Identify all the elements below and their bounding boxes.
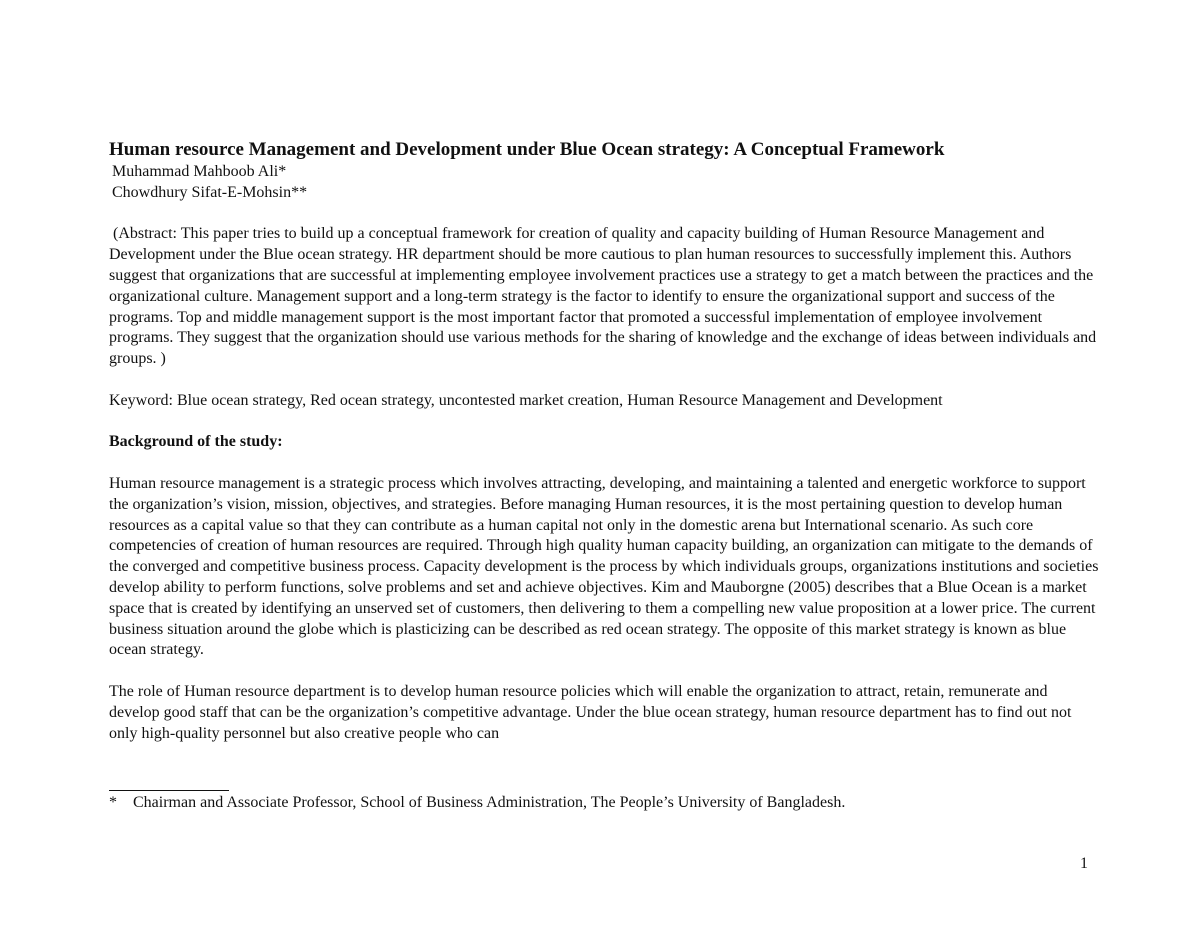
footnote-area: [109, 780, 1099, 813]
page-number: 1: [1080, 855, 1088, 872]
spacer: [109, 370, 1099, 391]
footnote-text: Chairman and Associate Professor, School of Business Administration, The People’s University of Bangladesh.: [133, 794, 846, 811]
paragraph-1: Human resource management is a strategic process which involves attracting, developing, and maintaining a talented and energetic workforce to support the organization’s vision, mission, objectives, and strategies. Before managing Human resources, it is the most pertaining question to develop human resources as a capital value so that they can contribute as a human capital not only in the domestic arena but International scenario. As such core competencies of creation of human resources are required. Through high quality human capacity building, an organization can mitigate to the demands of the converged and competitive business process. Capacity development is the process by which individuals groups, organizations institutions and societies develop ability to perform functions, solve problems and set and achieve objectives. Kim and Mauborgne (2005) describes that a Blue Ocean is a market space that is created by identifying an unserved set of customers, then delivering to them a compelling new value proposition at a lower price. The current business situation around the globe which is plasticizing can be described as red ocean strategy. The opposite of this market strategy is known as blue ocean strategy.: [109, 474, 1099, 659]
paper-title: Human resource Management and Development under Blue Ocean strategy: A Conceptual Framework: [109, 139, 945, 160]
footnote-separator: [109, 790, 229, 791]
paragraph-2: The role of Human resource department is to develop human resource policies which will enable the organization to attract, retain, remunerate and develop good staff that can be the organization’s competitive advantage. Under the blue ocean strategy, human resource department has to find out not only high-quality personnel but also creative people who can: [109, 682, 1072, 742]
author-1: Muhammad Mahboob Ali*: [112, 163, 287, 180]
abstract-text: (Abstract: This paper tries to build up a conceptual framework for creation of quality and capacity building of Human Resource Management and Development under the Blue ocean strategy. HR department should be more cautious to plan human resources to successfully implement this. Authors suggest that organizations that are successful at implementing employee involvement practices use a strategy to get a match between the practices and the organizational culture. Management support and a long-term strategy is the factor to identify to ensure the organizational support and success of the programs. Top and middle management support is the most important factor that promoted a successful implementation of employee involvement programs. They suggest that the organization should use various methods for the sharing of knowledge and the exchange of ideas between individuals and groups. ): [109, 225, 1097, 368]
paper-body: [109, 138, 1099, 744]
spacer: [109, 412, 1099, 433]
spacer: [109, 661, 1099, 682]
keywords: Keyword: Blue ocean strategy, Red ocean strategy, uncontested market creation, Human Resource Management and Development: [109, 391, 943, 409]
footnote: [109, 793, 1099, 813]
footnote-mark: *: [109, 794, 117, 811]
abstract: [109, 224, 1099, 370]
section-heading: Background of the study:: [109, 433, 283, 451]
spacer: [109, 453, 1099, 474]
spacer: [109, 204, 1099, 225]
author-2: Chowdhury Sifat-E-Mohsin**: [112, 183, 308, 201]
